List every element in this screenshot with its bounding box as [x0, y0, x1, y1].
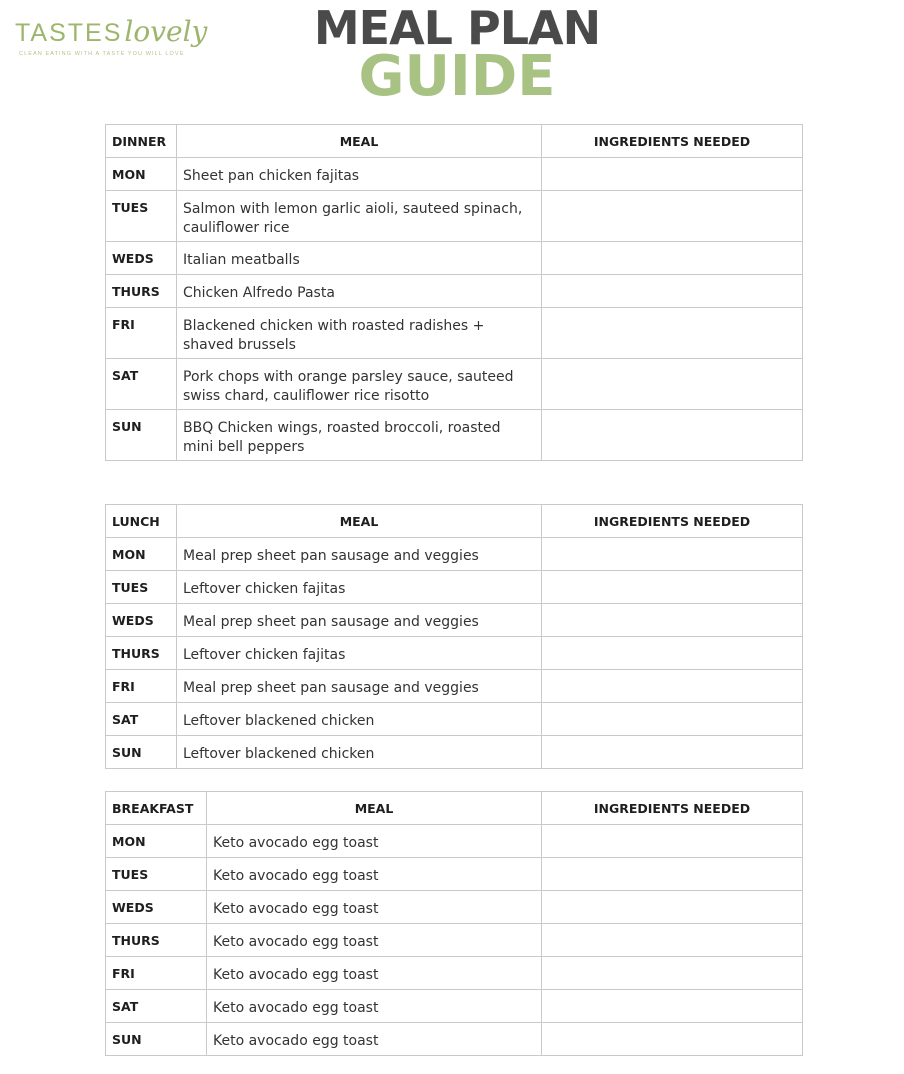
day-cell: MON	[106, 158, 177, 191]
meal-cell: Keto avocado egg toast	[207, 990, 542, 1023]
day-cell: THURS	[106, 275, 177, 308]
ingredients-cell[interactable]	[542, 191, 803, 242]
ingredients-cell[interactable]	[542, 637, 803, 670]
title-line-2: GUIDE	[358, 44, 556, 109]
day-cell: SAT	[106, 359, 177, 410]
day-cell: WEDS	[106, 604, 177, 637]
table-row	[106, 538, 803, 571]
table-row	[106, 891, 803, 924]
header-ingredients: INGREDIENTS NEEDED	[542, 505, 803, 538]
logo-tagline: CLEAN EATING WITH A TASTE YOU WILL LOVE	[19, 51, 185, 57]
table-row	[106, 990, 803, 1023]
table-row	[106, 158, 803, 191]
meal-cell: Meal prep sheet pan sausage and veggies	[177, 670, 542, 703]
lunch-table	[105, 504, 803, 769]
ingredients-cell[interactable]	[542, 1023, 803, 1056]
table-row	[106, 637, 803, 670]
meal-cell: Keto avocado egg toast	[207, 1023, 542, 1056]
day-cell: SUN	[106, 736, 177, 769]
day-cell: TUES	[106, 858, 207, 891]
header-day: LUNCH	[106, 505, 177, 538]
day-cell: TUES	[106, 191, 177, 242]
ingredients-cell[interactable]	[542, 858, 803, 891]
table-row	[106, 957, 803, 990]
day-cell: FRI	[106, 670, 177, 703]
table-row	[106, 1023, 803, 1056]
day-cell: THURS	[106, 924, 207, 957]
table-row	[106, 191, 803, 242]
breakfast-table	[105, 791, 803, 1056]
meal-cell: Keto avocado egg toast	[207, 924, 542, 957]
ingredients-cell[interactable]	[542, 990, 803, 1023]
ingredients-cell[interactable]	[542, 410, 803, 461]
meal-cell: Salmon with lemon garlic aioli, sauteed spinach, cauliflower rice	[177, 191, 542, 242]
day-cell: SAT	[106, 703, 177, 736]
ingredients-cell[interactable]	[542, 703, 803, 736]
meal-cell: Meal prep sheet pan sausage and veggies	[177, 538, 542, 571]
day-cell: FRI	[106, 308, 177, 359]
table-row	[106, 359, 803, 410]
table-header-row	[106, 125, 803, 158]
table-row	[106, 571, 803, 604]
brand-logo	[15, 15, 215, 68]
day-cell: WEDS	[106, 891, 207, 924]
ingredients-cell[interactable]	[542, 308, 803, 359]
table-row	[106, 604, 803, 637]
ingredients-cell[interactable]	[542, 736, 803, 769]
title-line-1: MEAL PLAN	[313, 1, 601, 55]
table-header-row	[106, 505, 803, 538]
table-row	[106, 410, 803, 461]
meal-cell: Meal prep sheet pan sausage and veggies	[177, 604, 542, 637]
table-row	[106, 275, 803, 308]
day-cell: SUN	[106, 410, 177, 461]
day-cell: FRI	[106, 957, 207, 990]
meal-cell: Keto avocado egg toast	[207, 957, 542, 990]
meal-cell: Blackened chicken with roasted radishes + shaved brussels	[177, 308, 542, 359]
table-row	[106, 308, 803, 359]
day-cell: MON	[106, 825, 207, 858]
page-title	[290, 1, 624, 109]
meal-cell: Italian meatballs	[177, 242, 542, 275]
meal-cell: Keto avocado egg toast	[207, 825, 542, 858]
meal-cell: BBQ Chicken wings, roasted broccoli, roasted mini bell peppers	[177, 410, 542, 461]
day-cell: MON	[106, 538, 177, 571]
table-row	[106, 242, 803, 275]
meal-cell: Leftover chicken fajitas	[177, 637, 542, 670]
ingredients-cell[interactable]	[542, 158, 803, 191]
day-cell: THURS	[106, 637, 177, 670]
meal-cell: Leftover blackened chicken	[177, 703, 542, 736]
table-row	[106, 825, 803, 858]
day-cell: TUES	[106, 571, 177, 604]
meal-cell: Pork chops with orange parsley sauce, sauteed swiss chard, cauliflower rice risotto	[177, 359, 542, 410]
header-ingredients: INGREDIENTS NEEDED	[542, 125, 803, 158]
meal-cell: Leftover chicken fajitas	[177, 571, 542, 604]
ingredients-cell[interactable]	[542, 891, 803, 924]
ingredients-cell[interactable]	[542, 670, 803, 703]
table-row	[106, 670, 803, 703]
meal-cell: Chicken Alfredo Pasta	[177, 275, 542, 308]
meal-cell: Sheet pan chicken fajitas	[177, 158, 542, 191]
header-day: DINNER	[106, 125, 177, 158]
day-cell: SUN	[106, 1023, 207, 1056]
header-day: BREAKFAST	[106, 792, 207, 825]
ingredients-cell[interactable]	[542, 957, 803, 990]
table-row	[106, 924, 803, 957]
header-meal: MEAL	[207, 792, 542, 825]
meal-cell: Leftover blackened chicken	[177, 736, 542, 769]
day-cell: SAT	[106, 990, 207, 1023]
ingredients-cell[interactable]	[542, 924, 803, 957]
table-header-row	[106, 792, 803, 825]
ingredients-cell[interactable]	[542, 571, 803, 604]
logo-wordmark	[15, 15, 215, 48]
table-row	[106, 703, 803, 736]
ingredients-cell[interactable]	[542, 825, 803, 858]
header-ingredients: INGREDIENTS NEEDED	[542, 792, 803, 825]
ingredients-cell[interactable]	[542, 359, 803, 410]
header-meal: MEAL	[177, 125, 542, 158]
table-row	[106, 858, 803, 891]
ingredients-cell[interactable]	[542, 275, 803, 308]
header-meal: MEAL	[177, 505, 542, 538]
table-row	[106, 736, 803, 769]
meal-cell: Keto avocado egg toast	[207, 858, 542, 891]
ingredients-cell[interactable]	[542, 242, 803, 275]
ingredients-cell[interactable]	[542, 538, 803, 571]
day-cell: WEDS	[106, 242, 177, 275]
dinner-table	[105, 124, 803, 461]
logo-main-text: TASTES	[15, 19, 123, 47]
meal-cell: Keto avocado egg toast	[207, 891, 542, 924]
logo-script-text: lovely	[124, 15, 208, 48]
ingredients-cell[interactable]	[542, 604, 803, 637]
